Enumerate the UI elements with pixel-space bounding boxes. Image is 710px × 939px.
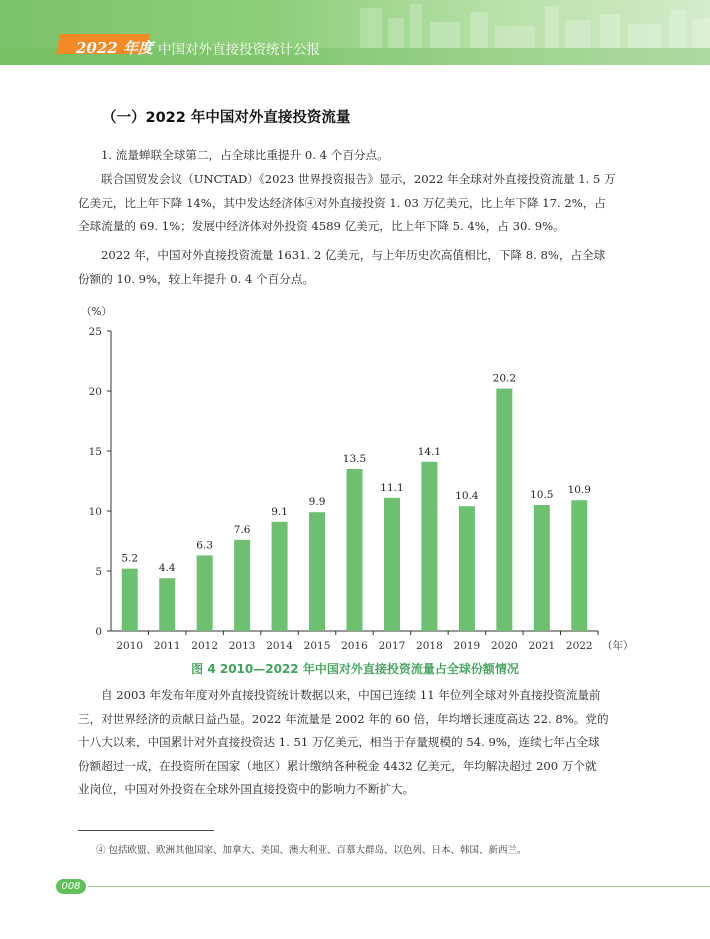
y-axis-unit: （%） xyxy=(81,306,112,318)
bar-2013 xyxy=(234,540,250,631)
bar-2016 xyxy=(347,469,363,631)
data-label: 20.2 xyxy=(492,372,517,385)
data-label: 6.3 xyxy=(196,539,214,552)
data-label: 13.5 xyxy=(342,453,367,465)
data-label: 10.4 xyxy=(455,490,479,503)
y-tick-label: 15 xyxy=(88,446,102,458)
text-line: 业岗位，中国对外投资在全球外国直接投资中的影响力不断扩大。 xyxy=(78,782,415,796)
bar-2014 xyxy=(272,522,288,631)
x-tick-label: 2017 xyxy=(378,640,406,652)
x-tick-label: 2018 xyxy=(416,640,443,652)
y-tick-label: 5 xyxy=(95,566,102,578)
report-title: 中国对外直接投资统计公报 xyxy=(158,42,320,58)
footnote: ④ 包括欧盟、欧洲其他国家、加拿大、美国、澳大利亚、百慕大群岛、以色列、日本、韩国、新西兰。 xyxy=(96,845,527,856)
x-axis-unit: （年） xyxy=(602,640,634,652)
x-tick-label: 2012 xyxy=(191,640,219,652)
data-label: 5.2 xyxy=(121,552,139,565)
bar-2018 xyxy=(421,462,437,631)
body-paragraph-china-2022 xyxy=(78,244,638,291)
page-number: 008 xyxy=(56,879,86,894)
y-tick-label: 25 xyxy=(88,326,102,338)
bar-chart xyxy=(0,300,710,655)
bar-2010 xyxy=(122,569,138,631)
x-tick-label: 2016 xyxy=(341,640,368,652)
data-label: 9.9 xyxy=(308,496,326,509)
data-label: 10.9 xyxy=(567,484,591,497)
x-tick-label: 2020 xyxy=(490,640,518,652)
text-line: 亿美元，比上年下降 14%，其中发达经济体④对外直接投资 1. 03 万亿美元，比上年下降 17. 2%，占 xyxy=(78,195,606,210)
text-line: 1. 流量蝉联全球第二，占全球比重提升 0. 4 个百分点。 xyxy=(101,148,389,162)
y-tick-label: 20 xyxy=(88,386,102,398)
bar-2021 xyxy=(534,505,550,631)
data-label: 10.5 xyxy=(530,489,554,501)
y-tick-label: 0 xyxy=(95,626,102,638)
body-paragraph-unctad xyxy=(78,168,638,239)
data-label: 7.6 xyxy=(233,523,251,536)
y-tick-label: 10 xyxy=(88,506,102,518)
section-heading: （一）2022 年中国对外直接投资流量 xyxy=(102,110,351,126)
body-paragraph-history xyxy=(78,684,638,802)
x-tick-label: 2021 xyxy=(528,640,556,652)
footnote-divider xyxy=(78,830,214,831)
text-line: 三，对世界经济的贡献日益凸显。2022 年流量是 2002 年的 60 倍，年均增长速度高达 22. 8%。党的 xyxy=(78,711,609,726)
data-label: 14.1 xyxy=(417,445,442,458)
text-line: 份额的 10. 9%，较上年提升 0. 4 个百分点。 xyxy=(78,271,315,286)
x-tick-label: 2013 xyxy=(228,640,256,652)
report-year: 2022 年度 xyxy=(76,39,153,57)
bar-2022 xyxy=(571,500,587,631)
bar-2015 xyxy=(309,512,325,631)
bar-2017 xyxy=(384,498,400,631)
x-tick-label: 2019 xyxy=(453,640,481,652)
text-line: 十八大以来，中国累计对外直接投资达 1. 51 万亿美元，相当于存量规模的 54. 9%，连续七年占全球 xyxy=(78,735,600,749)
subheading-paragraph xyxy=(78,144,638,168)
bar-2011 xyxy=(159,578,175,631)
x-tick-label: 2022 xyxy=(565,640,593,652)
text-line: 份额超过一成，在投资所在国家（地区）累计缴纳各种税金 4432 亿美元，年均解决超过 200 万个就 xyxy=(78,758,597,773)
x-tick-label: 2011 xyxy=(153,640,181,652)
bar-2012 xyxy=(197,555,213,631)
data-label: 11.1 xyxy=(380,481,404,494)
bar-2019 xyxy=(459,506,475,631)
data-label: 9.1 xyxy=(271,505,288,518)
text-line: 2022 年，中国对外直接投资流量 1631. 2 亿美元，与上年历史次高值相比，下降 8. 8%，占全球 xyxy=(101,248,606,262)
bar-2020 xyxy=(496,389,512,631)
footer-rule xyxy=(88,886,710,887)
x-tick-label: 2015 xyxy=(303,640,331,652)
text-line: 自 2003 年发布年度对外直接投资统计数据以来，中国已连续 11 年位列全球对外直接投资流量前 xyxy=(101,688,601,702)
text-line: 联合国贸发会议（UNCTAD）《2023 世界投资报告》显示，2022 年全球对外直接投资流量 1. 5 万 xyxy=(101,172,616,186)
x-tick-label: 2010 xyxy=(116,640,144,652)
page-header xyxy=(0,0,710,65)
figure-caption: 图 4 2010—2022 年中国对外直接投资流量占全球份额情况 xyxy=(191,662,519,676)
text-line: 全球流量的 69. 1%；发展中经济体对外投资 4589 亿美元，比上年下降 5. 4%，占 30. 9%。 xyxy=(78,219,565,233)
data-label: 4.4 xyxy=(158,562,176,575)
x-tick-label: 2014 xyxy=(266,640,293,652)
